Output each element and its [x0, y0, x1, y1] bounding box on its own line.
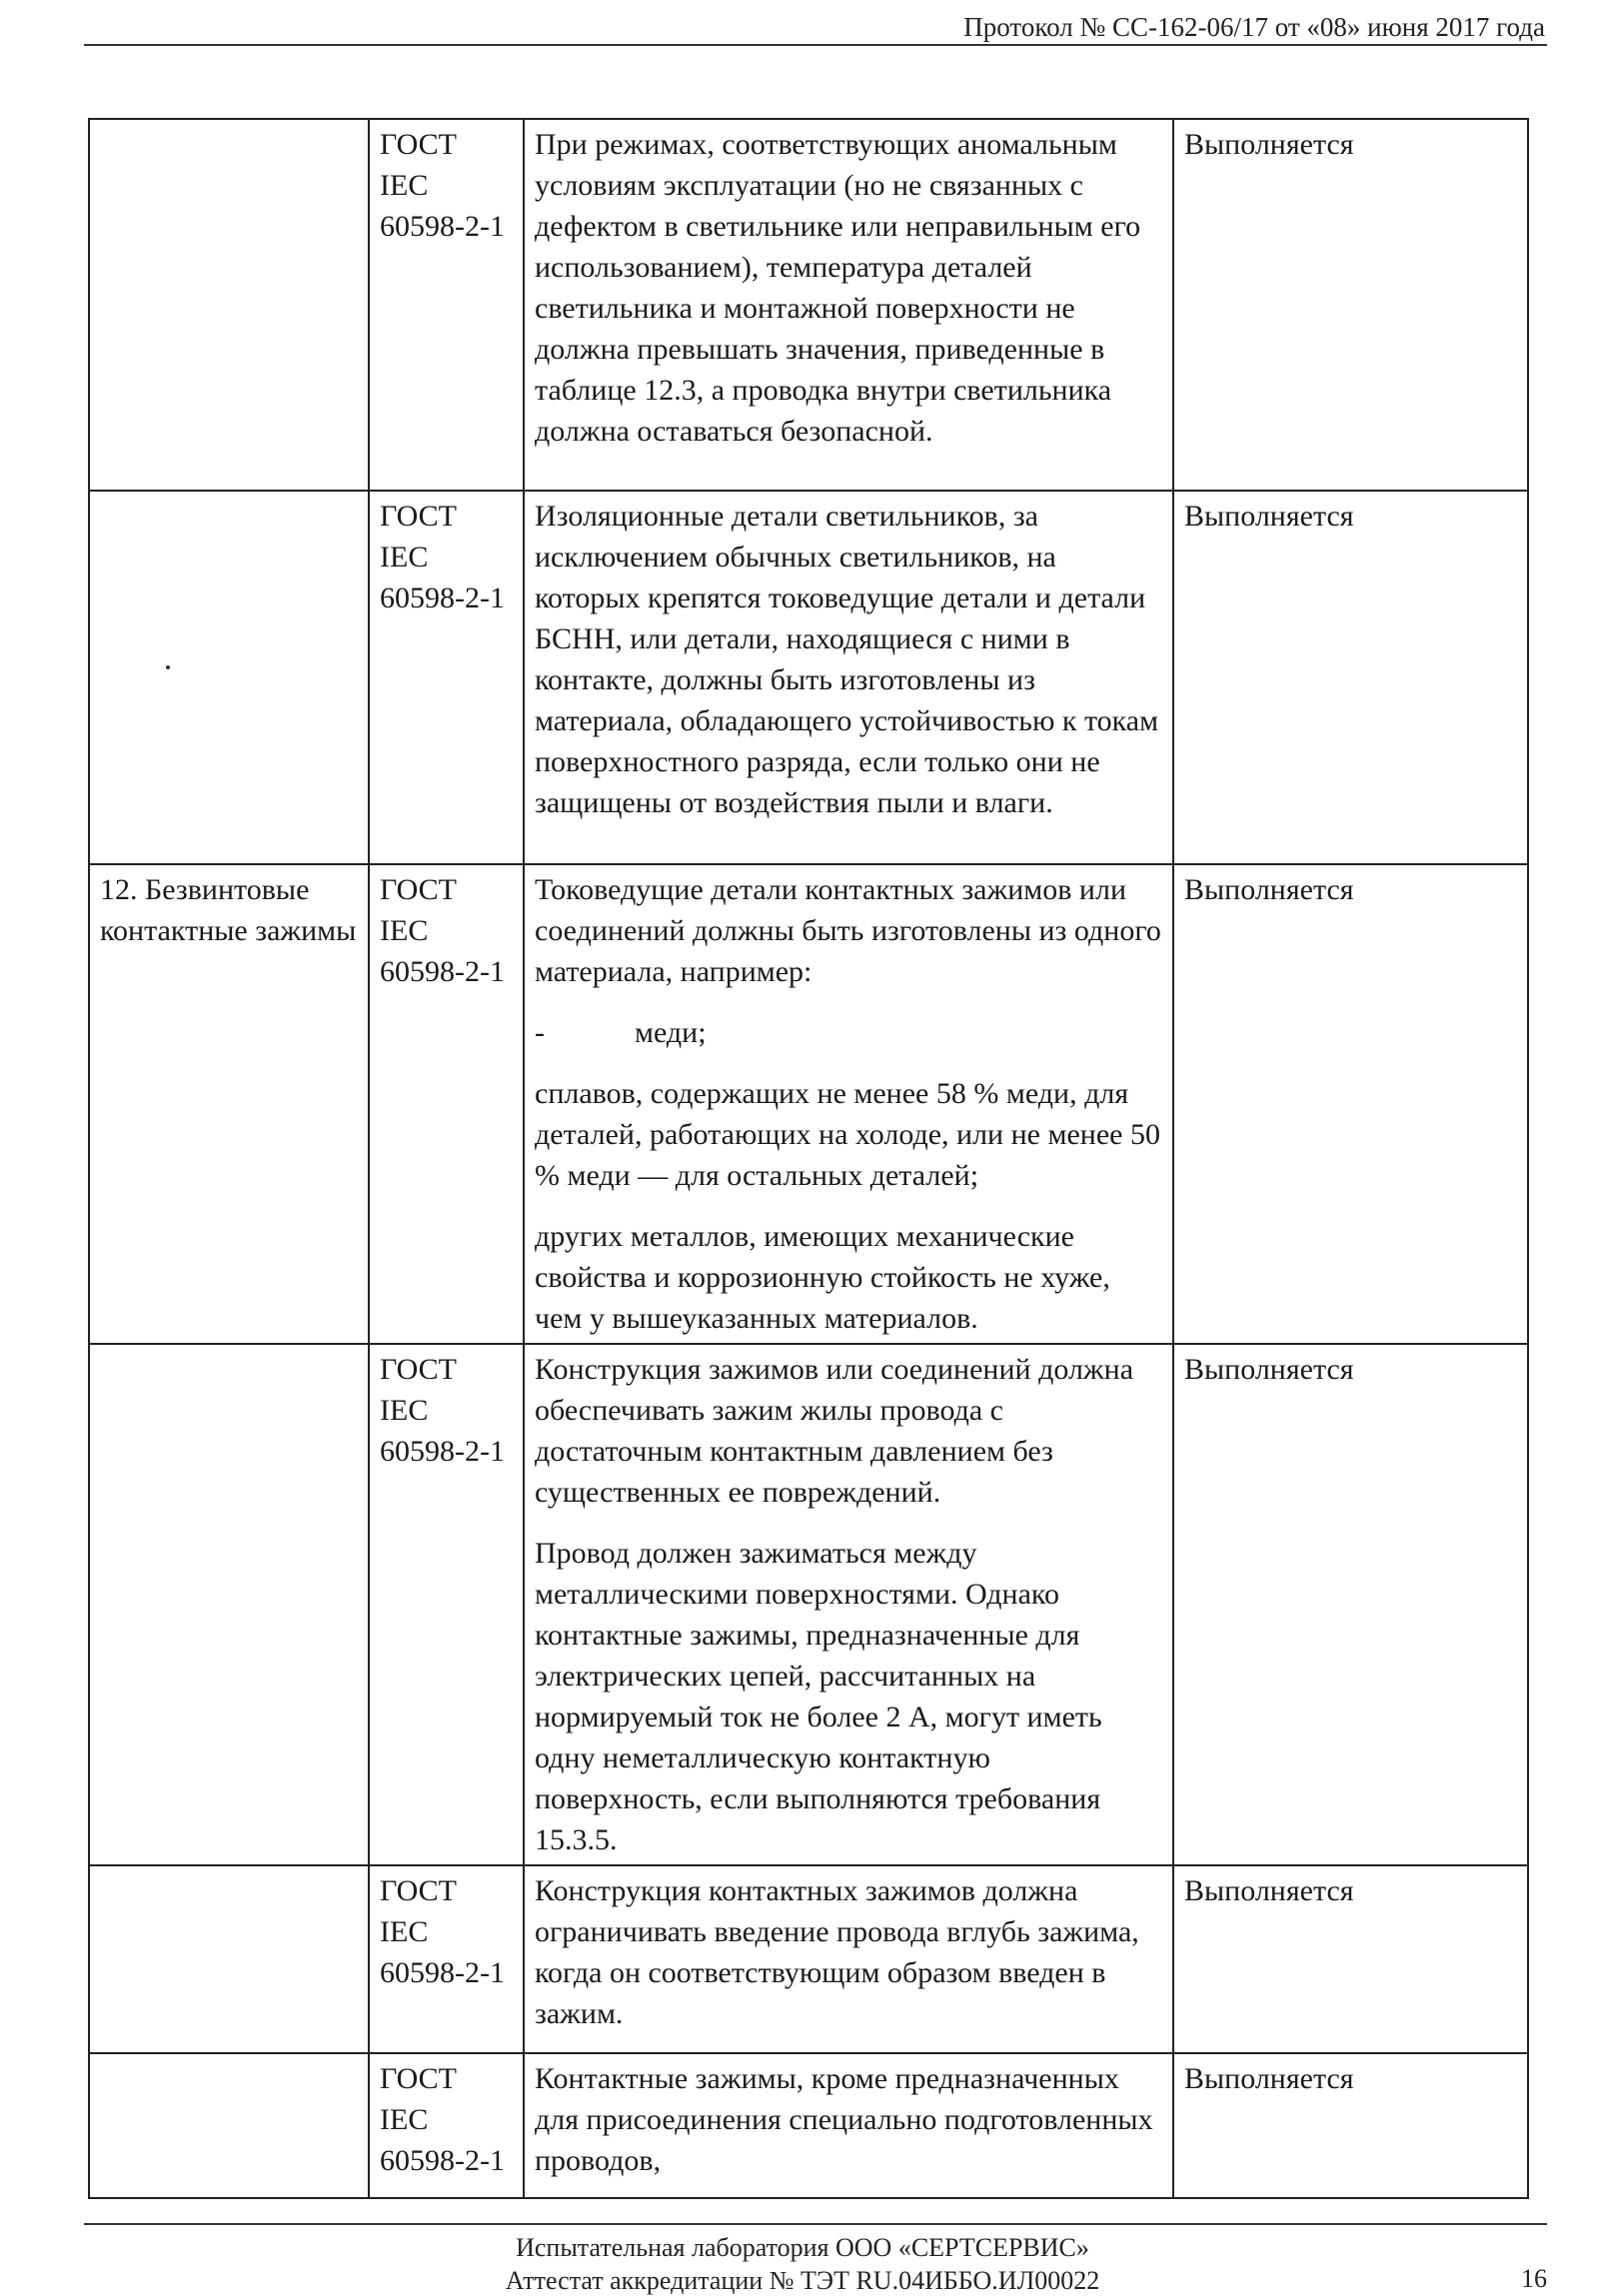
- standard-line: ГОСТ: [380, 873, 457, 906]
- requirement-cell: [524, 1865, 1173, 2053]
- standard-cell: [369, 119, 524, 491]
- footer-lab-name: Испытательная лаборатория ООО «СЕРТСЕРВИС»: [516, 2233, 1089, 2262]
- requirement-cell: [524, 864, 1173, 1344]
- table-row: [89, 864, 1528, 1344]
- footer-accreditation: Аттестат аккредитации № ТЭТ RU.04ИББО.ИЛ00022: [505, 2266, 1100, 2295]
- standard-cell: [369, 2053, 524, 2198]
- requirements-table: [88, 118, 1529, 2199]
- standard-line: ГОСТ: [380, 1353, 457, 1386]
- section-cell: [89, 2053, 369, 2198]
- result-cell: Выполняется: [1173, 119, 1528, 491]
- result-cell: Выполняется: [1173, 1865, 1528, 2053]
- standard-line: ГОСТ: [380, 2062, 457, 2095]
- page-number: 16: [1521, 2264, 1547, 2293]
- protocol-header: Протокол № СС-162-06/17 от «08» июня 2017 года: [963, 12, 1545, 42]
- standard-line: 60598-2-1: [380, 581, 505, 614]
- table-body: [89, 119, 1528, 2198]
- standard-line: 60598-2-1: [380, 2144, 505, 2177]
- standard-line: IEC: [380, 914, 429, 947]
- standard-line: IEC: [380, 541, 429, 574]
- section-cell: [89, 491, 369, 864]
- standard-line: IEC: [380, 2103, 429, 2136]
- table-row: [89, 491, 1528, 864]
- requirement-text: Конструкция зажимов или соединений должна обеспечивать зажим жилы провода с достаточным контактным давлением без существенных ее повреждений.: [535, 1353, 1141, 1509]
- standard-line: IEC: [380, 1915, 429, 1948]
- requirement-text: сплавов, содержащих не менее 58 % меди, для деталей, работающих на холоде, или не менее 50 % меди — для остальных деталей;: [535, 1077, 1168, 1192]
- standard-line: ГОСТ: [380, 1874, 457, 1907]
- requirement-cell: [524, 2053, 1173, 2198]
- standard-cell: [369, 1865, 524, 2053]
- standard-line: IEC: [380, 1394, 429, 1427]
- result-cell: Выполняется: [1173, 2053, 1528, 2198]
- section-cell: [89, 1344, 369, 1865]
- standard-line: ГОСТ: [380, 128, 457, 161]
- requirement-cell: [524, 1344, 1173, 1865]
- standard-line: 60598-2-1: [380, 955, 505, 988]
- standard-cell: [369, 864, 524, 1344]
- section-cell: [89, 119, 369, 491]
- requirement-text: Конструкция контактных зажимов должна ограничивать введение провода вглубь зажима, когда он соответствующим образом введен в зажим.: [535, 1874, 1147, 2030]
- requirement-text: Контактные зажимы, кроме предназначенных для присоединения специально подготовленных проводов,: [535, 2062, 1161, 2177]
- table-row: [89, 119, 1528, 491]
- header-divider: [84, 44, 1547, 46]
- result-cell: Выполняется: [1173, 864, 1528, 1344]
- standard-cell: [369, 491, 524, 864]
- requirement-cell: [524, 119, 1173, 491]
- section-cell: 12. Безвинтовые контактные зажимы: [89, 864, 369, 1344]
- requirement-text: Токоведущие детали контактных зажимов или соединений должны быть изготовлены из одного материала, например:: [535, 873, 1169, 988]
- standard-cell: [369, 1344, 524, 1865]
- requirement-text: Изоляционные детали светильников, за исключением обычных светильников, на которых крепятся токоведущие детали и детали БСНН, или детали, находящиеся с ними в контакте, должны быть изготовлены из материала, обладающего устойчивостью к токам поверхностного разряда, если только они не защищены от воздействия пыли и влаги.: [535, 500, 1166, 819]
- standard-line: 60598-2-1: [380, 1956, 505, 1989]
- result-cell: Выполняется: [1173, 1344, 1528, 1865]
- requirement-text: Провод должен зажиматься между металлическими поверхностями. Однако контактные зажимы, предназначенные для электрических цепей, рассчитанных на нормируемый ток не более 2 А, могут иметь одну неметаллическую контактную поверхность, если выполняются требования 15.3.5.: [535, 1537, 1110, 1856]
- standard-line: ГОСТ: [380, 500, 457, 533]
- table-row: [89, 1344, 1528, 1865]
- footer-divider: [84, 2223, 1547, 2225]
- section-cell: [89, 1865, 369, 2053]
- requirement-text: При режимах, соответствующих аномальным условиям эксплуатации (но не связанных с дефектом в светильнике или неправильным его использованием), температура деталей светильника и монтажной поверхности не должна превышать значения, приведенные в таблице 12.3, а проводка внутри светильника должна оставаться безопасной.: [535, 128, 1148, 448]
- standard-line: 60598-2-1: [380, 1435, 505, 1468]
- table-row: [89, 1865, 1528, 2053]
- requirement-cell: [524, 491, 1173, 864]
- requirement-text: других металлов, имеющих механические свойства и коррозионную стойкость не хуже, чем у вышеуказанных материалов.: [535, 1220, 1118, 1335]
- standard-line: 60598-2-1: [380, 210, 505, 243]
- table-row: [89, 2053, 1528, 2198]
- standard-line: IEC: [380, 169, 429, 202]
- requirement-text: - меди;: [535, 1016, 707, 1049]
- result-cell: Выполняется: [1173, 491, 1528, 864]
